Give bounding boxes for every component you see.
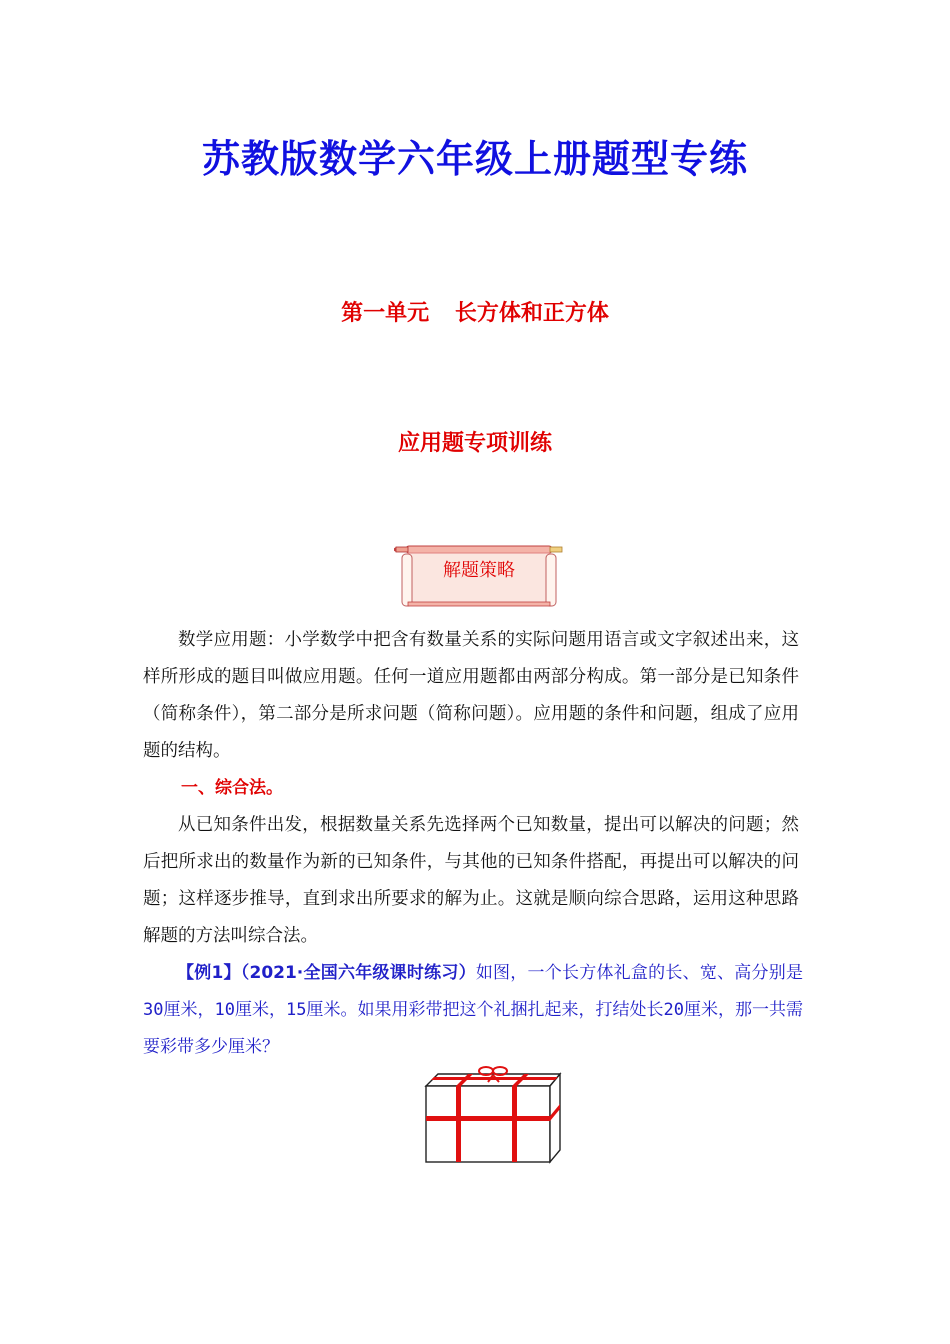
unit-title: 第一单元 长方体和正方体 [341, 301, 609, 326]
method-heading: 一、综合法。 [181, 778, 283, 798]
example-1 [143, 955, 803, 1066]
strategy-scroll-banner [394, 540, 564, 610]
gift-box-figure [418, 1066, 563, 1168]
method-paragraph: 从已知条件出发，根据数量关系先选择两个已知数量，提出可以解决的问题；然后把所求出的数量作为新的已知条件，与其他的已知条件搭配，再提出可以解决的问题；这样逐步推导，直到求出所要求的解为止。这就是顺向综合思路，运用这种思路解题的方法叫综合法。 [143, 815, 799, 946]
example-text: 如图，一个长方体礼盒的长、宽、高分别是30厘米，10厘米，15厘米。如果用彩带把这个礼捆扎起来，打结处长20厘米，那一共需要彩带多少厘米？ [143, 963, 804, 1057]
intro-paragraph: 数学应用题：小学数学中把含有数量关系的实际问题用语言或文字叙述出来，这样所形成的题目叫做应用题。任何一道应用题都由两部分构成。第一部分是已知条件（简称条件），第二部分是所求问题（简称问题）。应用题的条件和问题，组成了应用题的结构。 [143, 630, 799, 761]
document-title: 苏教版数学六年级上册题型专练 [201, 136, 748, 181]
scroll-label: 解题策略 [443, 560, 515, 581]
gift-box-illustration [418, 1066, 563, 1168]
section-title: 应用题专项训练 [397, 431, 552, 456]
example-tag: 【例1】（2021·全国六年级课时练习） [177, 963, 476, 983]
